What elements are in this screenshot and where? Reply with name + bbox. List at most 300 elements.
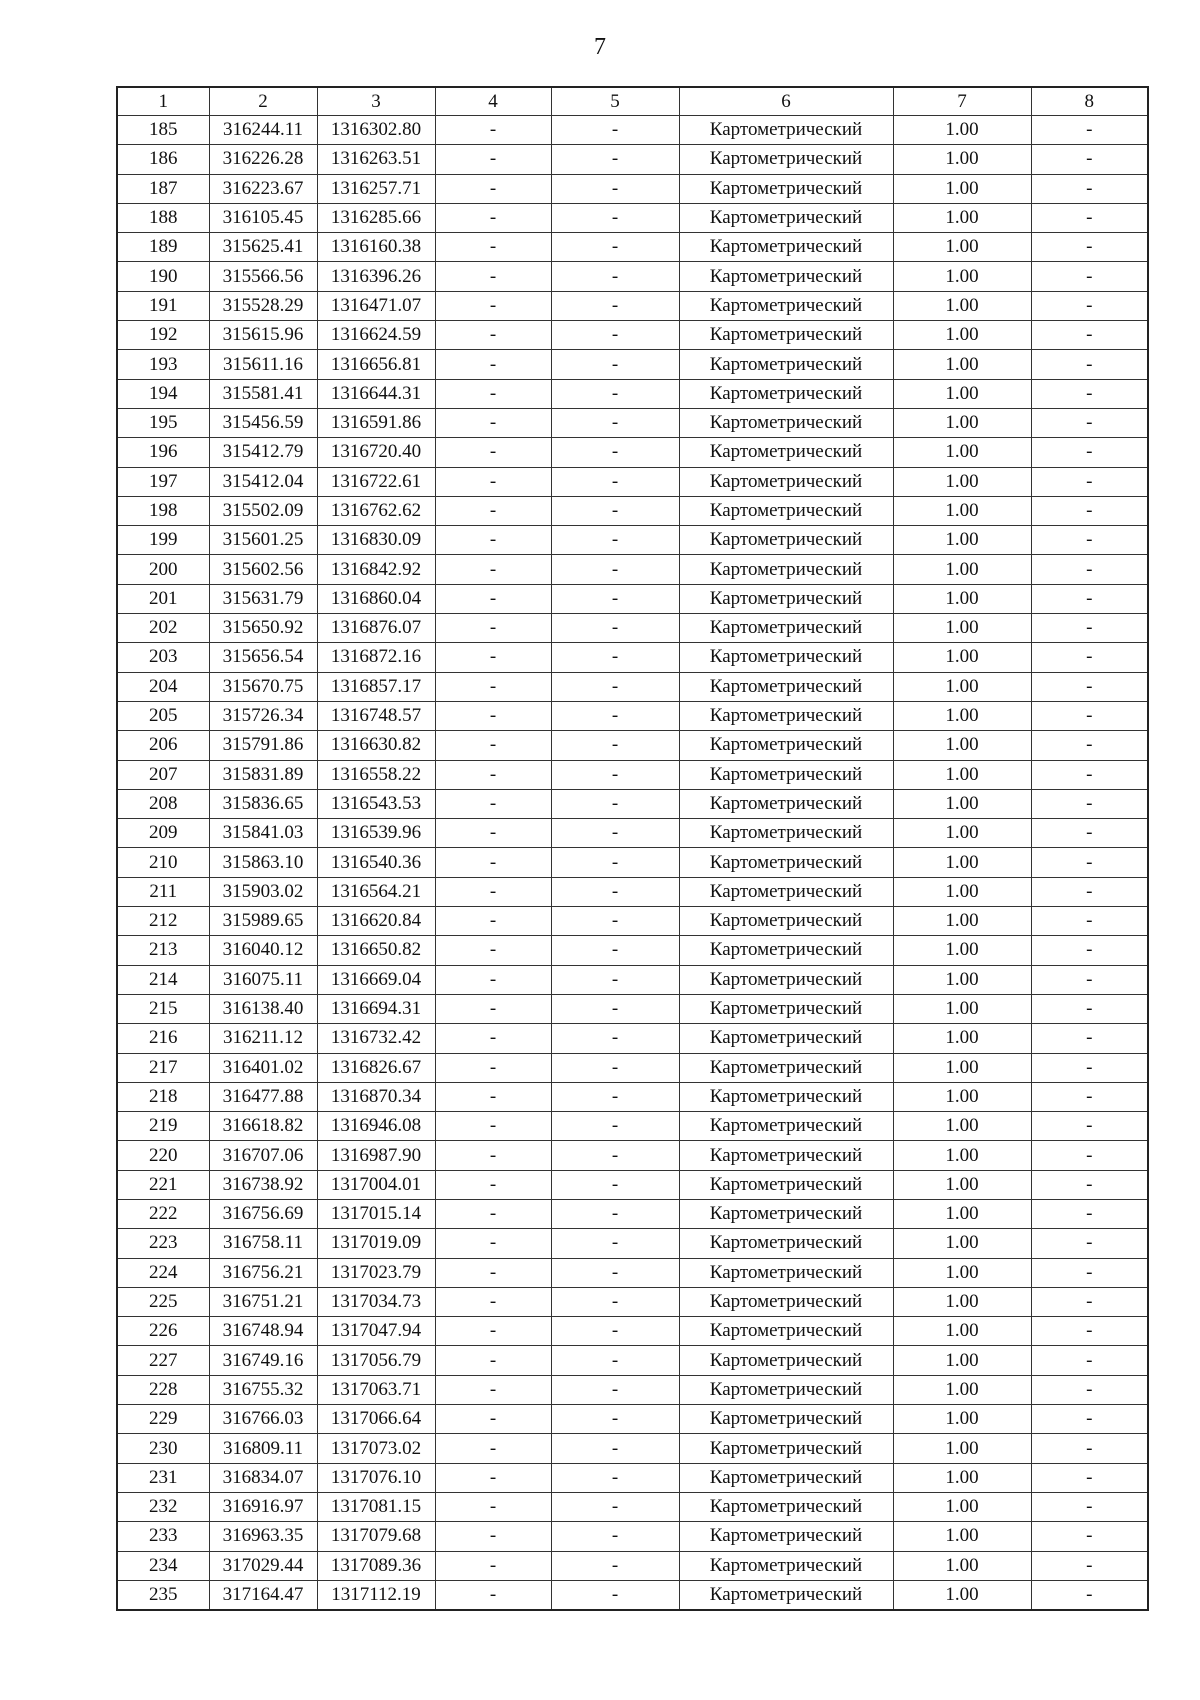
col-5-value-cell: - [551, 584, 679, 613]
y-coordinate-cell: 1317076.10 [317, 1463, 435, 1492]
accuracy-cell: 1.00 [893, 1463, 1031, 1492]
accuracy-cell: 1.00 [893, 936, 1031, 965]
x-coordinate-cell: 316834.07 [209, 1463, 317, 1492]
col-8-value-cell: - [1031, 350, 1148, 379]
method-cell: Картометрический [679, 672, 893, 701]
col-4-value-cell: - [435, 731, 551, 760]
accuracy-cell: 1.00 [893, 496, 1031, 525]
x-coordinate-cell: 315656.54 [209, 643, 317, 672]
y-coordinate-cell: 1316624.59 [317, 321, 435, 350]
col-4-value-cell: - [435, 1522, 551, 1551]
point-number-cell: 221 [117, 1170, 209, 1199]
method-cell: Картометрический [679, 467, 893, 496]
table-row [117, 614, 1148, 643]
x-coordinate-cell: 316748.94 [209, 1317, 317, 1346]
col-5-value-cell: - [551, 877, 679, 906]
x-coordinate-cell: 317029.44 [209, 1551, 317, 1580]
x-coordinate-cell: 316226.28 [209, 145, 317, 174]
table-row [117, 848, 1148, 877]
x-coordinate-cell: 316809.11 [209, 1434, 317, 1463]
x-coordinate-cell: 315836.65 [209, 789, 317, 818]
col-4-value-cell: - [435, 1258, 551, 1287]
col-4-value-cell: - [435, 848, 551, 877]
col-8-value-cell: - [1031, 1346, 1148, 1375]
method-cell: Картометрический [679, 379, 893, 408]
y-coordinate-cell: 1316826.67 [317, 1053, 435, 1082]
col-5-value-cell: - [551, 1551, 679, 1580]
y-coordinate-cell: 1317023.79 [317, 1258, 435, 1287]
col-4-value-cell: - [435, 496, 551, 525]
point-number-cell: 196 [117, 438, 209, 467]
col-8-value-cell: - [1031, 1053, 1148, 1082]
col-5-value-cell: - [551, 1024, 679, 1053]
accuracy-cell: 1.00 [893, 203, 1031, 232]
method-cell: Картометрический [679, 1375, 893, 1404]
col-4-value-cell: - [435, 1405, 551, 1434]
table-row [117, 1405, 1148, 1434]
col-8-value-cell: - [1031, 936, 1148, 965]
method-cell: Картометрический [679, 1492, 893, 1521]
col-5-value-cell: - [551, 233, 679, 262]
accuracy-cell: 1.00 [893, 1346, 1031, 1375]
method-cell: Картометрический [679, 1141, 893, 1170]
method-cell: Картометрический [679, 789, 893, 818]
method-cell: Картометрический [679, 994, 893, 1023]
col-5-value-cell: - [551, 1112, 679, 1141]
table-row [117, 408, 1148, 437]
col-5-value-cell: - [551, 555, 679, 584]
x-coordinate-cell: 315989.65 [209, 907, 317, 936]
col-4-value-cell: - [435, 819, 551, 848]
col-4-value-cell: - [435, 907, 551, 936]
table-row [117, 1463, 1148, 1492]
x-coordinate-cell: 315863.10 [209, 848, 317, 877]
method-cell: Картометрический [679, 203, 893, 232]
point-number-cell: 208 [117, 789, 209, 818]
col-8-value-cell: - [1031, 1551, 1148, 1580]
y-coordinate-cell: 1316872.16 [317, 643, 435, 672]
x-coordinate-cell: 316751.21 [209, 1287, 317, 1316]
method-cell: Картометрический [679, 1053, 893, 1082]
col-8-value-cell: - [1031, 819, 1148, 848]
table-row [117, 1580, 1148, 1610]
point-number-cell: 202 [117, 614, 209, 643]
col-8-value-cell: - [1031, 1375, 1148, 1404]
y-coordinate-cell: 1317004.01 [317, 1170, 435, 1199]
accuracy-cell: 1.00 [893, 614, 1031, 643]
col-5-value-cell: - [551, 760, 679, 789]
x-coordinate-cell: 316075.11 [209, 965, 317, 994]
col-8-value-cell: - [1031, 1258, 1148, 1287]
y-coordinate-cell: 1316302.80 [317, 116, 435, 145]
col-5-value-cell: - [551, 614, 679, 643]
point-number-cell: 192 [117, 321, 209, 350]
table-row [117, 1317, 1148, 1346]
header-row [117, 87, 1148, 116]
col-5-value-cell: - [551, 848, 679, 877]
table-row [117, 1551, 1148, 1580]
method-cell: Картометрический [679, 1112, 893, 1141]
col-5-value-cell: - [551, 907, 679, 936]
col-5-value-cell: - [551, 1287, 679, 1316]
x-coordinate-cell: 315831.89 [209, 760, 317, 789]
col-4-value-cell: - [435, 116, 551, 145]
col-5-value-cell: - [551, 1375, 679, 1404]
col-5-value-cell: - [551, 1434, 679, 1463]
col-5-value-cell: - [551, 321, 679, 350]
method-cell: Картометрический [679, 1551, 893, 1580]
accuracy-cell: 1.00 [893, 701, 1031, 730]
accuracy-cell: 1.00 [893, 877, 1031, 906]
col-5-value-cell: - [551, 965, 679, 994]
col-8-value-cell: - [1031, 1287, 1148, 1316]
x-coordinate-cell: 316211.12 [209, 1024, 317, 1053]
point-number-cell: 197 [117, 467, 209, 496]
col-4-value-cell: - [435, 1141, 551, 1170]
y-coordinate-cell: 1317066.64 [317, 1405, 435, 1434]
accuracy-cell: 1.00 [893, 1112, 1031, 1141]
x-coordinate-cell: 315528.29 [209, 291, 317, 320]
table-row [117, 965, 1148, 994]
table-row [117, 731, 1148, 760]
method-cell: Картометрический [679, 526, 893, 555]
col-4-value-cell: - [435, 614, 551, 643]
accuracy-cell: 1.00 [893, 760, 1031, 789]
point-number-cell: 214 [117, 965, 209, 994]
y-coordinate-cell: 1316830.09 [317, 526, 435, 555]
accuracy-cell: 1.00 [893, 1141, 1031, 1170]
accuracy-cell: 1.00 [893, 291, 1031, 320]
table-row [117, 174, 1148, 203]
accuracy-cell: 1.00 [893, 1053, 1031, 1082]
point-number-cell: 194 [117, 379, 209, 408]
col-5-value-cell: - [551, 1053, 679, 1082]
point-number-cell: 193 [117, 350, 209, 379]
method-cell: Картометрический [679, 760, 893, 789]
col-8-value-cell: - [1031, 789, 1148, 818]
col-8-value-cell: - [1031, 848, 1148, 877]
accuracy-cell: 1.00 [893, 555, 1031, 584]
x-coordinate-cell: 316138.40 [209, 994, 317, 1023]
method-cell: Картометрический [679, 1024, 893, 1053]
x-coordinate-cell: 316916.97 [209, 1492, 317, 1521]
table-row [117, 907, 1148, 936]
method-cell: Картометрический [679, 936, 893, 965]
accuracy-cell: 1.00 [893, 1375, 1031, 1404]
point-number-cell: 206 [117, 731, 209, 760]
col-4-value-cell: - [435, 291, 551, 320]
col-5-value-cell: - [551, 1405, 679, 1434]
y-coordinate-cell: 1317019.09 [317, 1229, 435, 1258]
col-8-value-cell: - [1031, 1170, 1148, 1199]
y-coordinate-cell: 1316620.84 [317, 907, 435, 936]
y-coordinate-cell: 1316564.21 [317, 877, 435, 906]
table-row [117, 145, 1148, 174]
col-5-value-cell: - [551, 672, 679, 701]
column-header-5: 5 [551, 87, 679, 116]
col-4-value-cell: - [435, 1053, 551, 1082]
table-row [117, 1112, 1148, 1141]
table-row [117, 1199, 1148, 1228]
x-coordinate-cell: 315631.79 [209, 584, 317, 613]
col-8-value-cell: - [1031, 174, 1148, 203]
method-cell: Картометрический [679, 819, 893, 848]
accuracy-cell: 1.00 [893, 1492, 1031, 1521]
method-cell: Картометрический [679, 848, 893, 877]
point-number-cell: 186 [117, 145, 209, 174]
y-coordinate-cell: 1316876.07 [317, 614, 435, 643]
col-8-value-cell: - [1031, 233, 1148, 262]
accuracy-cell: 1.00 [893, 1317, 1031, 1346]
method-cell: Картометрический [679, 1229, 893, 1258]
x-coordinate-cell: 316244.11 [209, 116, 317, 145]
y-coordinate-cell: 1317063.71 [317, 1375, 435, 1404]
col-4-value-cell: - [435, 1492, 551, 1521]
table-row [117, 643, 1148, 672]
y-coordinate-cell: 1316870.34 [317, 1082, 435, 1111]
accuracy-cell: 1.00 [893, 1258, 1031, 1287]
col-4-value-cell: - [435, 643, 551, 672]
y-coordinate-cell: 1316722.61 [317, 467, 435, 496]
point-number-cell: 210 [117, 848, 209, 877]
col-8-value-cell: - [1031, 1522, 1148, 1551]
x-coordinate-cell: 315726.34 [209, 701, 317, 730]
point-number-cell: 190 [117, 262, 209, 291]
point-number-cell: 235 [117, 1580, 209, 1610]
method-cell: Картометрический [679, 116, 893, 145]
col-8-value-cell: - [1031, 379, 1148, 408]
point-number-cell: 200 [117, 555, 209, 584]
col-8-value-cell: - [1031, 1463, 1148, 1492]
col-5-value-cell: - [551, 1170, 679, 1199]
col-8-value-cell: - [1031, 467, 1148, 496]
col-4-value-cell: - [435, 1463, 551, 1492]
table-row [117, 1053, 1148, 1082]
col-5-value-cell: - [551, 1229, 679, 1258]
col-8-value-cell: - [1031, 145, 1148, 174]
col-5-value-cell: - [551, 1317, 679, 1346]
col-8-value-cell: - [1031, 1141, 1148, 1170]
table-row [117, 496, 1148, 525]
col-4-value-cell: - [435, 584, 551, 613]
col-8-value-cell: - [1031, 584, 1148, 613]
col-4-value-cell: - [435, 350, 551, 379]
y-coordinate-cell: 1316644.31 [317, 379, 435, 408]
column-header-7: 7 [893, 87, 1031, 116]
method-cell: Картометрический [679, 233, 893, 262]
method-cell: Картометрический [679, 965, 893, 994]
col-5-value-cell: - [551, 731, 679, 760]
method-cell: Картометрический [679, 1434, 893, 1463]
accuracy-cell: 1.00 [893, 233, 1031, 262]
point-number-cell: 228 [117, 1375, 209, 1404]
x-coordinate-cell: 315502.09 [209, 496, 317, 525]
y-coordinate-cell: 1316842.92 [317, 555, 435, 584]
method-cell: Картометрический [679, 1199, 893, 1228]
y-coordinate-cell: 1316591.86 [317, 408, 435, 437]
y-coordinate-cell: 1317081.15 [317, 1492, 435, 1521]
point-number-cell: 216 [117, 1024, 209, 1053]
col-5-value-cell: - [551, 379, 679, 408]
table-row [117, 116, 1148, 145]
col-8-value-cell: - [1031, 203, 1148, 232]
accuracy-cell: 1.00 [893, 672, 1031, 701]
x-coordinate-cell: 316766.03 [209, 1405, 317, 1434]
method-cell: Картометрический [679, 1258, 893, 1287]
accuracy-cell: 1.00 [893, 1082, 1031, 1111]
table-row [117, 203, 1148, 232]
x-coordinate-cell: 315581.41 [209, 379, 317, 408]
col-5-value-cell: - [551, 1141, 679, 1170]
table-row [117, 1287, 1148, 1316]
accuracy-cell: 1.00 [893, 965, 1031, 994]
table-row [117, 350, 1148, 379]
col-8-value-cell: - [1031, 496, 1148, 525]
column-header-6: 6 [679, 87, 893, 116]
point-number-cell: 207 [117, 760, 209, 789]
table-row [117, 262, 1148, 291]
col-8-value-cell: - [1031, 408, 1148, 437]
x-coordinate-cell: 315615.96 [209, 321, 317, 350]
table-row [117, 438, 1148, 467]
col-5-value-cell: - [551, 203, 679, 232]
col-4-value-cell: - [435, 174, 551, 203]
y-coordinate-cell: 1317034.73 [317, 1287, 435, 1316]
table-row [117, 233, 1148, 262]
accuracy-cell: 1.00 [893, 1024, 1031, 1053]
y-coordinate-cell: 1317112.19 [317, 1580, 435, 1610]
col-5-value-cell: - [551, 116, 679, 145]
accuracy-cell: 1.00 [893, 116, 1031, 145]
y-coordinate-cell: 1316630.82 [317, 731, 435, 760]
point-number-cell: 225 [117, 1287, 209, 1316]
col-4-value-cell: - [435, 672, 551, 701]
point-number-cell: 219 [117, 1112, 209, 1141]
point-number-cell: 215 [117, 994, 209, 1023]
y-coordinate-cell: 1316257.71 [317, 174, 435, 203]
col-5-value-cell: - [551, 526, 679, 555]
method-cell: Картометрический [679, 145, 893, 174]
col-8-value-cell: - [1031, 1492, 1148, 1521]
point-number-cell: 220 [117, 1141, 209, 1170]
point-number-cell: 229 [117, 1405, 209, 1434]
accuracy-cell: 1.00 [893, 584, 1031, 613]
col-4-value-cell: - [435, 408, 551, 437]
col-8-value-cell: - [1031, 701, 1148, 730]
table-row [117, 1258, 1148, 1287]
table-row [117, 321, 1148, 350]
point-number-cell: 198 [117, 496, 209, 525]
col-4-value-cell: - [435, 233, 551, 262]
point-number-cell: 188 [117, 203, 209, 232]
col-4-value-cell: - [435, 203, 551, 232]
table-row [117, 760, 1148, 789]
accuracy-cell: 1.00 [893, 1551, 1031, 1580]
method-cell: Картометрический [679, 584, 893, 613]
col-4-value-cell: - [435, 321, 551, 350]
accuracy-cell: 1.00 [893, 438, 1031, 467]
col-5-value-cell: - [551, 174, 679, 203]
point-number-cell: 199 [117, 526, 209, 555]
col-4-value-cell: - [435, 1317, 551, 1346]
col-5-value-cell: - [551, 1346, 679, 1375]
col-4-value-cell: - [435, 1434, 551, 1463]
column-header-8: 8 [1031, 87, 1148, 116]
method-cell: Картометрический [679, 614, 893, 643]
col-8-value-cell: - [1031, 643, 1148, 672]
col-4-value-cell: - [435, 936, 551, 965]
accuracy-cell: 1.00 [893, 467, 1031, 496]
column-header-4: 4 [435, 87, 551, 116]
accuracy-cell: 1.00 [893, 262, 1031, 291]
table-row [117, 1170, 1148, 1199]
col-5-value-cell: - [551, 789, 679, 818]
x-coordinate-cell: 315670.75 [209, 672, 317, 701]
method-cell: Картометрический [679, 496, 893, 525]
method-cell: Картометрический [679, 1082, 893, 1111]
col-8-value-cell: - [1031, 291, 1148, 320]
y-coordinate-cell: 1316543.53 [317, 789, 435, 818]
table-row [117, 1346, 1148, 1375]
point-number-cell: 211 [117, 877, 209, 906]
table-row [117, 555, 1148, 584]
col-5-value-cell: - [551, 262, 679, 291]
accuracy-cell: 1.00 [893, 789, 1031, 818]
accuracy-cell: 1.00 [893, 174, 1031, 203]
col-8-value-cell: - [1031, 877, 1148, 906]
x-coordinate-cell: 316738.92 [209, 1170, 317, 1199]
accuracy-cell: 1.00 [893, 1580, 1031, 1610]
col-4-value-cell: - [435, 1024, 551, 1053]
accuracy-cell: 1.00 [893, 1405, 1031, 1434]
y-coordinate-cell: 1316946.08 [317, 1112, 435, 1141]
col-8-value-cell: - [1031, 262, 1148, 291]
table-row [117, 379, 1148, 408]
table-row [117, 526, 1148, 555]
point-number-cell: 233 [117, 1522, 209, 1551]
column-header-1: 1 [117, 87, 209, 116]
x-coordinate-cell: 316477.88 [209, 1082, 317, 1111]
col-5-value-cell: - [551, 1199, 679, 1228]
column-header-3: 3 [317, 87, 435, 116]
col-8-value-cell: - [1031, 965, 1148, 994]
method-cell: Картометрический [679, 907, 893, 936]
y-coordinate-cell: 1316987.90 [317, 1141, 435, 1170]
point-number-cell: 212 [117, 907, 209, 936]
accuracy-cell: 1.00 [893, 408, 1031, 437]
method-cell: Картометрический [679, 555, 893, 584]
col-8-value-cell: - [1031, 1024, 1148, 1053]
accuracy-cell: 1.00 [893, 1229, 1031, 1258]
x-coordinate-cell: 315566.56 [209, 262, 317, 291]
x-coordinate-cell: 316749.16 [209, 1346, 317, 1375]
x-coordinate-cell: 316040.12 [209, 936, 317, 965]
point-number-cell: 185 [117, 116, 209, 145]
page-number: 7 [594, 34, 606, 60]
col-5-value-cell: - [551, 1082, 679, 1111]
col-5-value-cell: - [551, 643, 679, 672]
col-4-value-cell: - [435, 1551, 551, 1580]
table-row [117, 1492, 1148, 1521]
col-8-value-cell: - [1031, 1112, 1148, 1141]
col-5-value-cell: - [551, 936, 679, 965]
col-5-value-cell: - [551, 438, 679, 467]
x-coordinate-cell: 315611.16 [209, 350, 317, 379]
y-coordinate-cell: 1316160.38 [317, 233, 435, 262]
y-coordinate-cell: 1317089.36 [317, 1551, 435, 1580]
point-number-cell: 234 [117, 1551, 209, 1580]
table-row [117, 936, 1148, 965]
